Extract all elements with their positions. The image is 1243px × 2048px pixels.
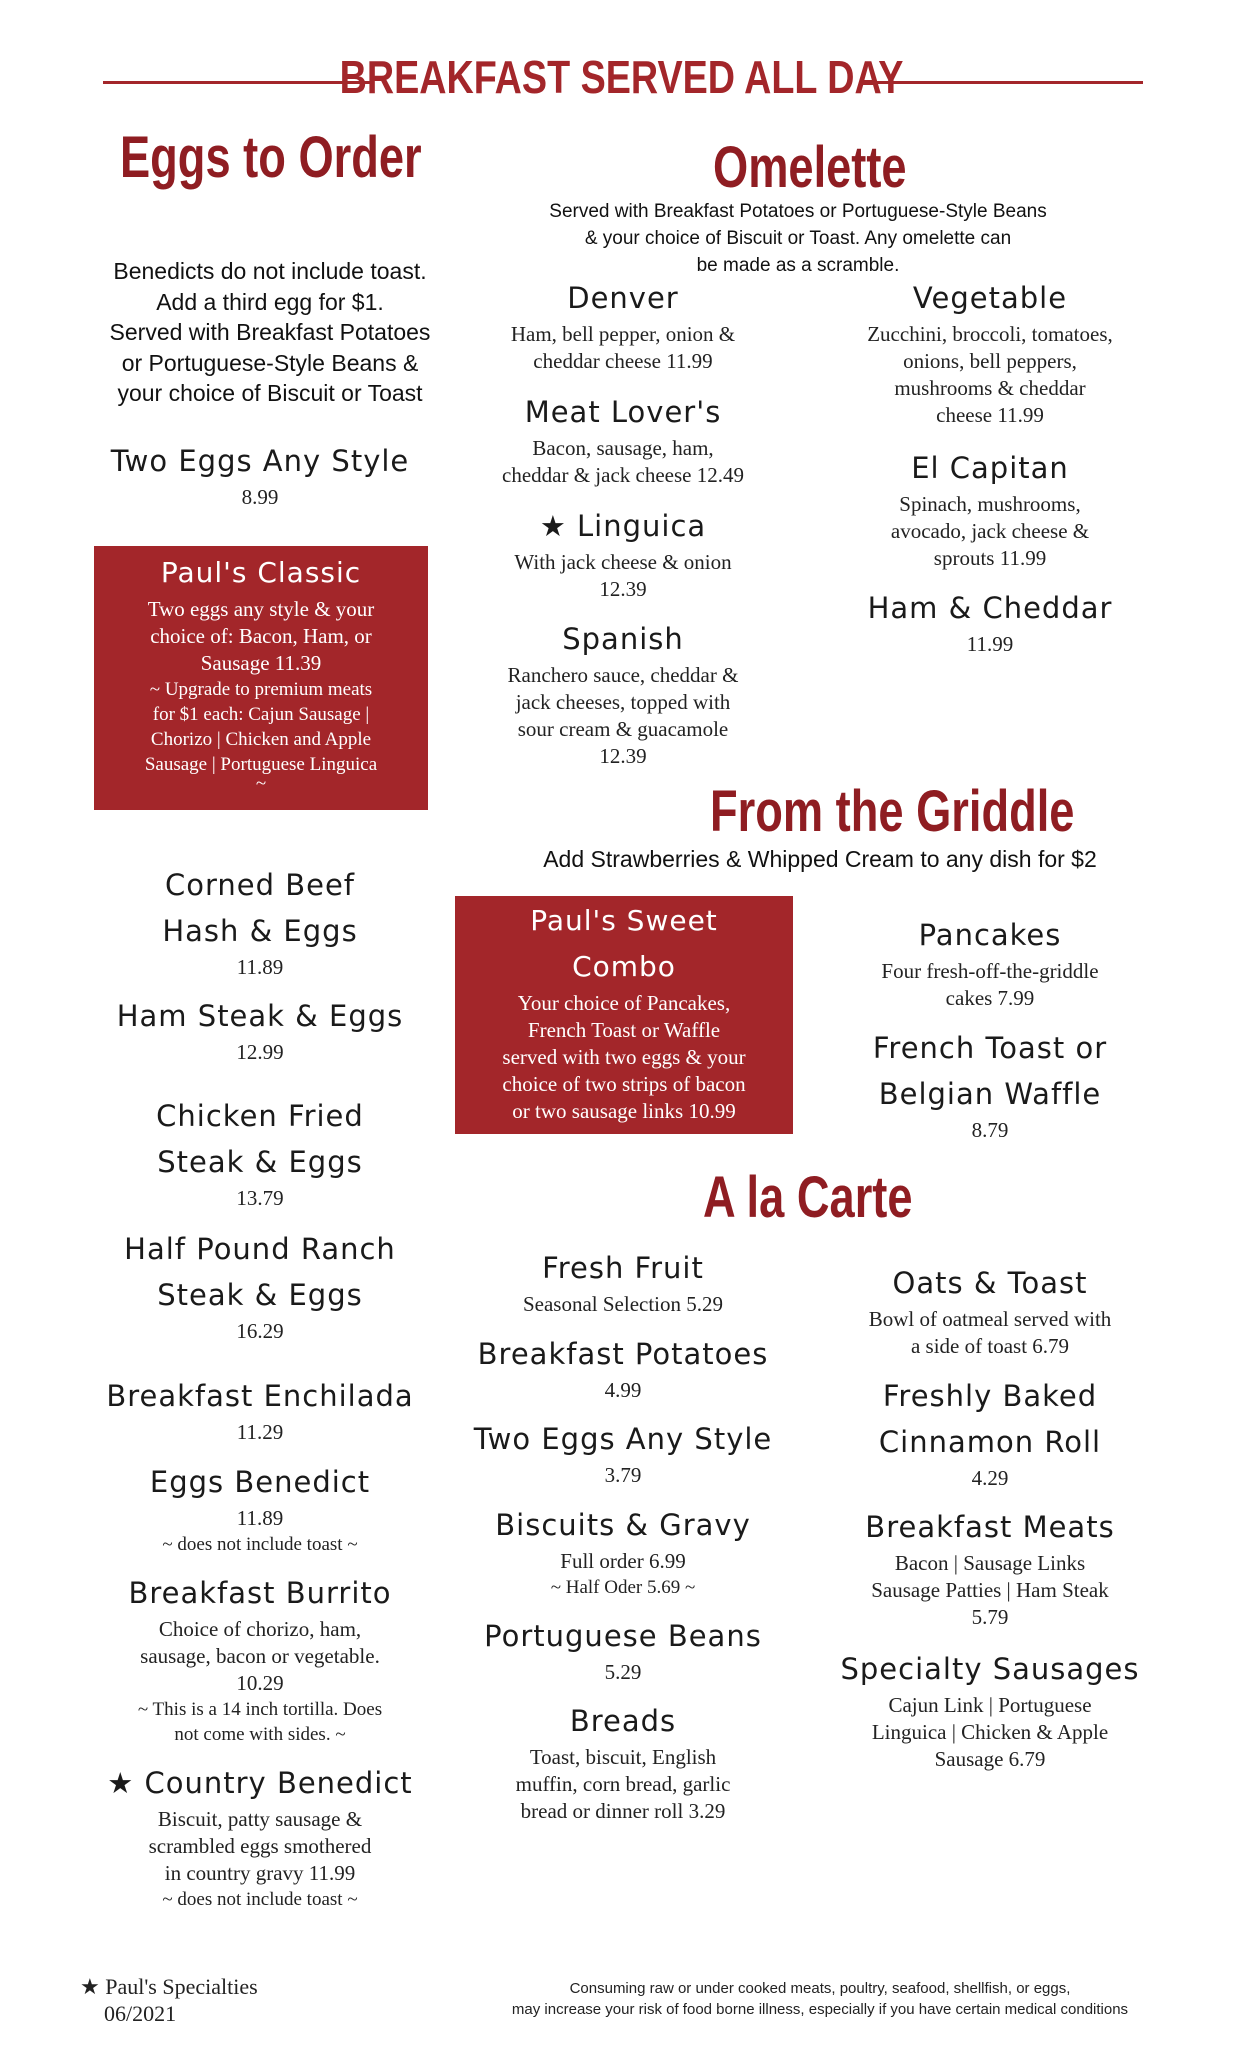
item-corned-beef-hash: Corned Beef Hash & Eggs 11.89 (162, 868, 358, 979)
item-cinnamon-roll: Freshly Baked Cinnamon Roll 4.29 (878, 1379, 1102, 1490)
omelette-title: Omelette (713, 135, 907, 200)
item-fresh-fruit: Fresh Fruit Seasonal Selection 5.29 (522, 1251, 724, 1316)
item-vegetable: Vegetable Zucchini, broccoli, tomatoes, onions, bell peppers, mushrooms & cheddar cheese 11.99 (867, 281, 1113, 427)
item-linguica: ★ Linguica With jack cheese & onion 12.39 (514, 509, 732, 601)
omelette-note: Served with Breakfast Potatoes or Portuguese-Style Beans & your choice of Biscuit or Toast. Any omelette can be made as a scramble. (549, 201, 1047, 276)
item-specialty-sausages: Specialty Sausages Cajun Link | Portuguese Linguica | Chicken & Apple Sausage 6.79 (840, 1652, 1140, 1771)
item-breads: Breads Toast, biscuit, English muffin, corn bread, garlic bread or dinner roll 3.29 (515, 1704, 731, 1823)
carte-title: A la Carte (703, 1165, 913, 1230)
item-pancakes: Pancakes Four fresh-off-the-griddle cakes 7.99 (881, 918, 1099, 1010)
item-breakfast-burrito: Breakfast Burrito Choice of chorizo, ham, sausage, bacon or vegetable. 10.29 ~ This is a 14 inch tortilla. Does not come with sides. ~ (128, 1576, 392, 1745)
item-eggs-benedict: Eggs Benedict 11.89 ~ does not include toast ~ (149, 1465, 371, 1555)
item-country-benedict: ★ Country Benedict Biscuit, patty sausage & scrambled eggs smothered in country gravy 11.99 ~ does not include toast ~ (107, 1766, 413, 1910)
item-ham-cheddar: Ham & Cheddar 11.99 (867, 591, 1113, 656)
item-carte-two-eggs: Two Eggs Any Style 3.79 (473, 1422, 773, 1487)
griddle-note: Add Strawberries & Whipped Cream to any dish for $2 (543, 846, 1097, 872)
item-french-toast-waffle: French Toast or Belgian Waffle 8.79 (872, 1031, 1108, 1142)
item-ham-steak-eggs: Ham Steak & Eggs 12.99 (116, 999, 404, 1064)
item-name: Two Eggs Any Style (110, 444, 410, 478)
pauls-sweet-combo-box: Paul's Sweet Combo Your choice of Pancakes, French Toast or Waffle served with two eggs & your choice of two strips of bacon or two sausage links 10.99 (455, 896, 793, 1134)
item-spanish: Spanish Ranchero sauce, cheddar & jack cheeses, topped with sour cream & guacamole 12.39 (507, 622, 739, 768)
eggs-title: Eggs to Order (120, 125, 422, 190)
item-name: Paul's Classic (160, 556, 362, 589)
specialties-legend: ★ Paul's Specialties (80, 1974, 258, 1999)
item-oats-toast: Oats & Toast Bowl of oatmeal served with a side of toast 6.79 (868, 1266, 1112, 1358)
item-price: 8.99 (241, 485, 279, 509)
footer-health-warning: Consuming raw or under cooked meats, poultry, seafood, shellfish, or eggs, may increase your risk of food borne illness, especially if you have certain medical conditions (511, 1980, 1129, 2018)
footer-specialties (80, 1973, 258, 2027)
item-two-eggs-any-style (80, 438, 440, 511)
item-breakfast-meats: Breakfast Meats Bacon | Sausage Links Sausage Patties | Ham Steak 5.79 (865, 1510, 1115, 1629)
item-breakfast-potatoes: Breakfast Potatoes 4.99 (477, 1337, 769, 1402)
item-el-capitan: El Capitan Spinach, mushrooms, avocado, jack cheese & sprouts 11.99 (890, 451, 1090, 570)
item-breakfast-enchilada: Breakfast Enchilada 11.29 (106, 1379, 414, 1444)
pauls-classic-box: Paul's Classic Two eggs any style & your choice of: Bacon, Ham, or Sausage 11.39 ~ Upgrade to premium meats for $1 each: Cajun Sausage | Chorizo | Chicken and Apple Sausage | Portuguese Linguica ~ (94, 546, 428, 810)
banner-title: BREAKFAST SERVED ALL DAY (339, 51, 904, 103)
menu-date: 06/2021 (104, 2001, 177, 2026)
item-portuguese-beans: Portuguese Beans 5.29 (484, 1619, 762, 1684)
item-chicken-fried-steak: Chicken Fried Steak & Eggs 13.79 (156, 1099, 364, 1210)
item-biscuits-gravy: Biscuits & Gravy Full order 6.99 ~ Half Oder 5.69 ~ (495, 1508, 751, 1598)
item-half-pound-ranch-steak: Half Pound Ranch Steak & Eggs 16.29 (124, 1232, 396, 1343)
griddle-title: From the Griddle (710, 779, 1075, 844)
item-meat-lovers: Meat Lover's Bacon, sausage, ham, cheddar & jack cheese 12.49 (502, 395, 744, 487)
eggs-note: Benedicts do not include toast. Add a third egg for $1. Served with Breakfast Potatoes or Portuguese-Style Beans & your choice of Biscuit or Toast (109, 258, 431, 407)
item-denver: Denver Ham, bell pepper, onion & cheddar cheese 11.99 (510, 281, 736, 373)
